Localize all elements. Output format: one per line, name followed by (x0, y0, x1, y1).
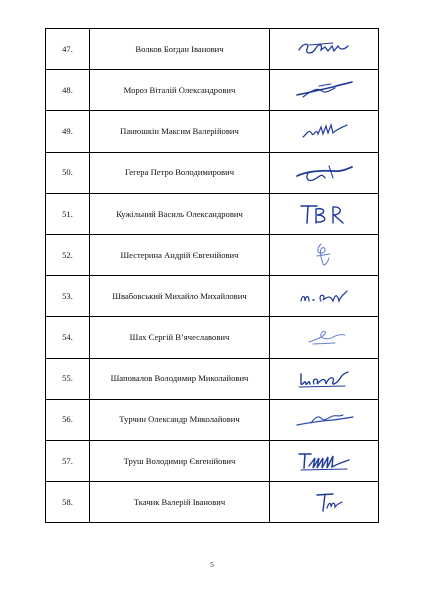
row-number: 55. (46, 358, 90, 399)
person-name: Мороз Віталій Олександрович (90, 70, 270, 111)
person-name: Шестерина Андрій Євгенійович (90, 234, 270, 275)
person-name: Шах Сергій В’ячеславович (90, 317, 270, 358)
row-number: 54. (46, 317, 90, 358)
row-number: 53. (46, 276, 90, 317)
signature-icon (270, 193, 379, 234)
signature-icon (270, 234, 379, 275)
signature-icon (270, 440, 379, 481)
table-row (46, 399, 379, 440)
table-row (46, 358, 379, 399)
table-row (46, 234, 379, 275)
row-number: 47. (46, 29, 90, 70)
row-number: 57. (46, 440, 90, 481)
signature-icon (270, 317, 379, 358)
table-row (46, 482, 379, 523)
signature-icon (270, 111, 379, 152)
row-number: 50. (46, 152, 90, 193)
table-row (46, 193, 379, 234)
person-name: Труш Володимир Євгенійович (90, 440, 270, 481)
table-row (46, 276, 379, 317)
signature-icon (270, 482, 379, 523)
table-row (46, 70, 379, 111)
table-row (46, 440, 379, 481)
person-name: Турчин Олександр Миколайович (90, 399, 270, 440)
row-number: 49. (46, 111, 90, 152)
person-name: Швабовський Михайло Михайлович (90, 276, 270, 317)
table-row (46, 152, 379, 193)
signature-icon (270, 399, 379, 440)
row-number: 52. (46, 234, 90, 275)
signature-icon (270, 152, 379, 193)
row-number: 58. (46, 482, 90, 523)
table-row (46, 29, 379, 70)
page-number: 5 (210, 560, 214, 569)
person-name: Панюшкін Максим Валерійович (90, 111, 270, 152)
table-row (46, 111, 379, 152)
person-name: Ткачик Валерій Іванович (90, 482, 270, 523)
person-name: Кужільний Василь Олександрович (90, 193, 270, 234)
signature-icon (270, 276, 379, 317)
signature-table (45, 28, 379, 523)
signature-icon (270, 358, 379, 399)
signature-icon (270, 29, 379, 70)
table-row (46, 317, 379, 358)
person-name: Волков Богдан Іванович (90, 29, 270, 70)
row-number: 51. (46, 193, 90, 234)
person-name: Шаповалов Володимир Миколайович (90, 358, 270, 399)
row-number: 56. (46, 399, 90, 440)
row-number: 48. (46, 70, 90, 111)
person-name: Гегера Петро Володимирович (90, 152, 270, 193)
signature-icon (270, 70, 379, 111)
